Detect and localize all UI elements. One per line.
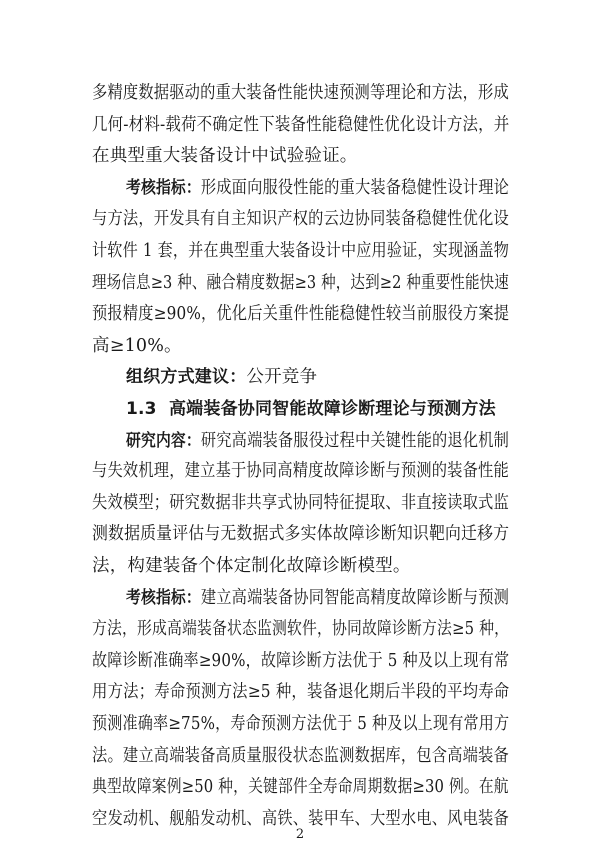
text-line: 计软件 1 套，并在典型重大装备设计中应用验证，实现涵盖物 [92, 241, 510, 261]
text-line: 高≥10%。 [92, 336, 182, 356]
text-line: 测数据质量评估与无数据式多实体故障诊断知识靶向迁移方 [92, 524, 510, 544]
text-line: 预测准确率≥75%，寿命预测方法优于 5 种及以上现有常用方 [92, 714, 510, 734]
assessment-paragraph-first-line [126, 176, 509, 200]
organization-value: 公开竞争 [246, 367, 318, 387]
text-segment: 研究高端装备服役过程中关键性能的退化机制 [200, 431, 510, 451]
text-line: 故障诊断准确率≥90%，故障诊断方法优于 5 种及以上现有常 [92, 651, 510, 671]
text-line: 方法，形成高端装备状态监测软件，协同故障诊断方法≥5 种， [92, 619, 510, 639]
text-line: 与失效机理，建立基于协同高精度故障诊断与预测的装备性能 [92, 461, 509, 481]
assessment-label: 考核指标： [126, 588, 201, 608]
text-line: 多精度数据驱动的重大装备性能快速预测等理论和方法，形成 [92, 83, 509, 103]
text-line: 理场信息≥3 种、融合精度数据≥3 种，达到≥2 种重要性能快速 [92, 273, 509, 293]
research-paragraph-first-line [126, 429, 509, 453]
section-title: 高端装备协同智能故障诊断理论与预测方法 [168, 399, 496, 419]
text-line: 失效模型；研究数据非共享式协同特征提取、非直接读取式监 [92, 493, 509, 513]
text-line: 几何-材料-载荷不确定性下装备性能稳健性优化设计方法，并 [92, 115, 510, 135]
text-line: 空发动机、舰船发动机、高铁、装甲车、大型水电、风电装备 [92, 809, 509, 829]
text-line: 与方法，开发具有自主知识产权的云边协同装备稳健性优化设 [92, 209, 509, 229]
assessment-paragraph-first-line [126, 586, 509, 610]
assessment-label: 考核指标： [126, 178, 201, 198]
page-number: 2 [295, 827, 305, 842]
text-segment: 形成面向服役性能的重大装备稳健性设计理论 [200, 178, 510, 198]
text-line: 法，构建装备个体定制化故障诊断模型。 [92, 556, 411, 576]
section-number: 1.3 [126, 399, 157, 419]
text-line: 预报精度≥90%，优化后关重件性能稳健性较当前服役方案提 [92, 304, 510, 324]
research-label: 研究内容： [126, 431, 201, 451]
organization-line [126, 365, 317, 389]
text-line: 在典型重大装备设计中试验验证。 [92, 146, 358, 166]
text-line: 法。建立高端装备高质量服役状态监测数据库，包含高端装备 [92, 746, 509, 766]
text-line: 典型故障案例≥50 种，关键部件全寿命周期数据≥30 例。在航 [92, 777, 509, 797]
text-line: 用方法；寿命预测方法≥5 种，装备退化期后半段的平均寿命 [92, 682, 510, 702]
section-heading [126, 397, 496, 421]
organization-label: 组织方式建议： [126, 367, 247, 387]
text-segment: 建立高端装备协同智能高精度故障诊断与预测 [200, 588, 510, 608]
